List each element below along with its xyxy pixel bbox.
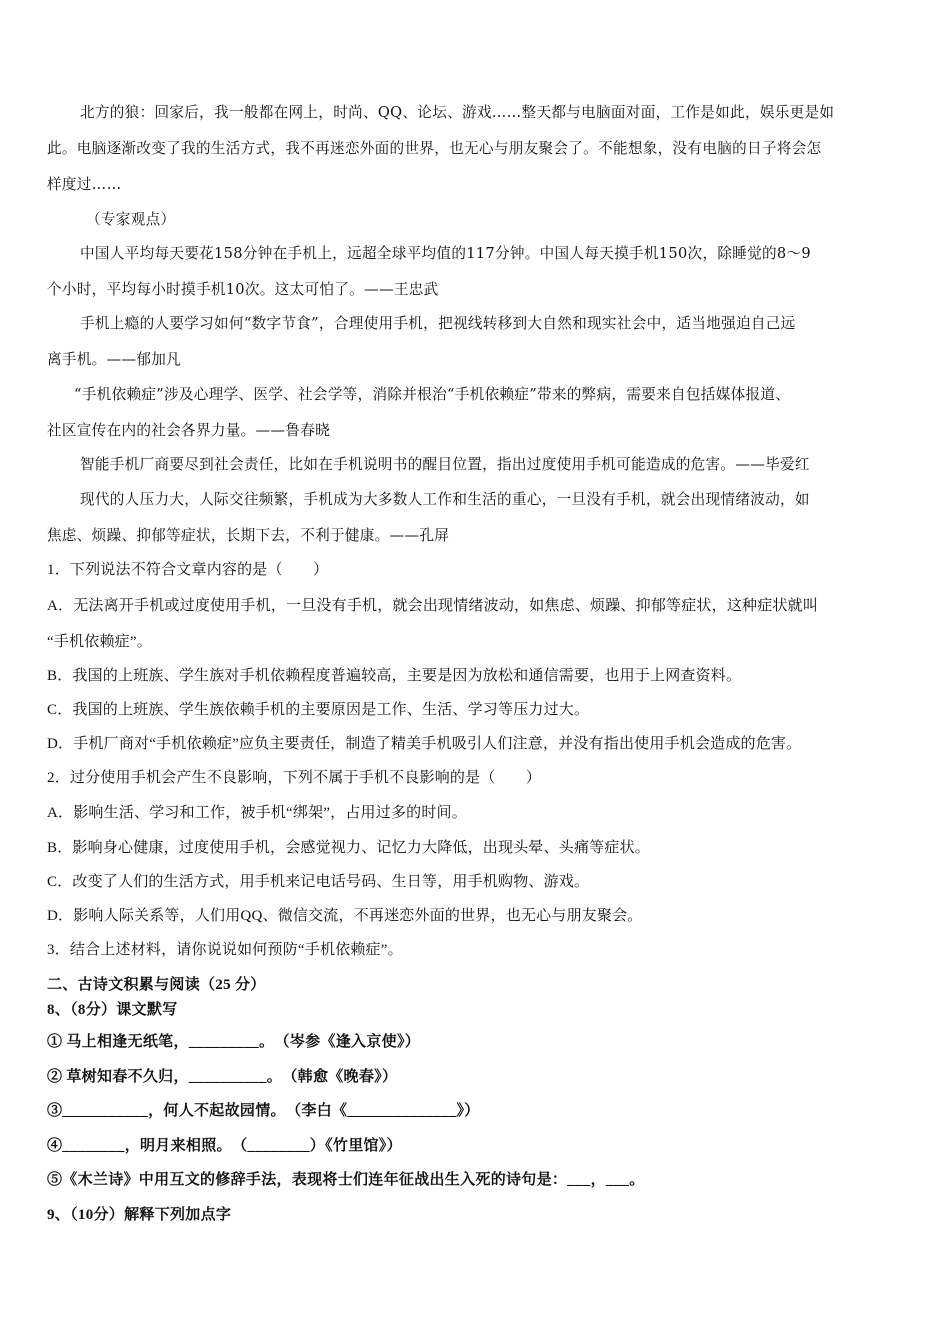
q2-stem: 2．过分使用手机会产生不良影响，下列不属于手机不良影响的是（ ） (47, 770, 542, 786)
comment-wolf-line-2: 此。电脑逐渐改变了我的生活方式，我不再迷恋外面的世界，也无心与朋友聚会了。不能想象，没有电脑的日子将会怎 (47, 140, 822, 157)
comment-wolf-line-3: 样度过…… (47, 176, 122, 193)
expert-view-1-line-1: 中国人平均每天要花158分钟在手机上，远超全球平均值的117分钟。中国人每天摸手机150次，除睡觉的8～9 (80, 245, 811, 262)
q2-option-c: C．改变了人们的生活方式，用手机来记电话号码、生日等，用手机购物、游戏。 (47, 874, 590, 890)
recitation-item-3: ③___________，何人不起故园情。 （李白《______________》） (47, 1103, 480, 1119)
q2-option-a: A．影响生活、学习和工作，被手机“绑架”，占用过多的时间。 (47, 805, 467, 821)
expert-view-1-line-2: 个小时，平均每小时摸手机10次。这太可怕了。——王忠武 (47, 281, 439, 298)
expert-view-5-line-2: 焦虑、烦躁、抑郁等症状，长期下去，不利于健康。——孔屏 (47, 527, 450, 544)
q8-title: 8、（8分）课文默写 (47, 1002, 178, 1018)
expert-heading: （专家观点） (86, 211, 176, 228)
recitation-item-1: ① 马上相逢无纸笔，_________。 （岑参《逢入京使》） (47, 1034, 421, 1050)
expert-view-3-line-2: 社区宣传在内的社会各界力量。——鲁春晓 (47, 422, 330, 439)
expert-view-2-line-1: 手机上瘾的人要学习如何“数字节食”，合理使用手机，把视线转移到大自然和现实社会中，适当地强迫自己远 (80, 315, 796, 332)
section-2-heading: 二、古诗文积累与阅读（25 分） (47, 977, 266, 993)
q1-option-a-line-2: “手机依赖症”。 (47, 634, 152, 650)
q3-stem: 3．结合上述材料，请你说说如何预防“手机依赖症”。 (47, 942, 403, 958)
recitation-item-5: ⑤《木兰诗》中用互文的修辞手法，表现将士们连年征战出生入死的诗句是：___，___。 (47, 1172, 645, 1188)
q1-stem: 1．下列说法不符合文章内容的是（ ） (47, 562, 329, 578)
expert-view-5-line-1: 现代的人压力大，人际交往频繁，手机成为大多数人工作和生活的重心，一旦没有手机，就会出现情绪波动，如 (80, 491, 810, 508)
expert-view-2-line-2: 离手机。——郁加凡 (47, 351, 182, 368)
recitation-item-4: ④________，明月来相照。 （________）《竹里馆》） (47, 1138, 402, 1154)
q9-title: 9、（10分）解释下列加点字 (47, 1207, 232, 1223)
comment-wolf-line-1: 北方的狼：回家后，我一般都在网上，时尚、QQ、论坛、游戏……整天都与电脑面对面，工作是如此，娱乐更是如 (80, 104, 835, 121)
q1-option-a-line-1: A．无法离开手机或过度使用手机，一旦没有手机，就会出现情绪波动，如焦虑、烦躁、抑郁等症状，这种症状就叫 (47, 598, 819, 614)
q2-option-d: D．影响人际关系等，人们用QQ、微信交流，不再迷恋外面的世界，也无心与朋友聚会。 (47, 908, 643, 924)
q1-option-b: B．我国的上班族、学生族对手机依赖程度普遍较高，主要是因为放松和通信需要，也用于上网查资料。 (47, 668, 742, 684)
recitation-item-2: ② 草树知春不久归，__________。 （韩愈《晚春》） (47, 1069, 398, 1085)
expert-view-3-line-1: “手机依赖症”涉及心理学、医学、社会学等，消除并根治“手机依赖症”带来的弊病，需要来自包括媒体报道、 (74, 386, 791, 403)
q2-option-b: B．影响身心健康，过度使用手机，会感觉视力、记忆力大降低，出现头晕、头痛等症状。 (47, 840, 651, 856)
q1-option-d: D．手机厂商对“手机依赖症”应负主要责任，制造了精美手机吸引人们注意，并没有指出使用手机会造成的危害。 (47, 736, 802, 752)
expert-view-4-line-1: 智能手机厂商要尽到社会责任，比如在手机说明书的醒目位置，指出过度使用手机可能造成的危害。——毕爱红 (80, 456, 810, 473)
q1-option-c: C．我国的上班族、学生族依赖手机的主要原因是工作、生活、学习等压力过大。 (47, 702, 590, 718)
